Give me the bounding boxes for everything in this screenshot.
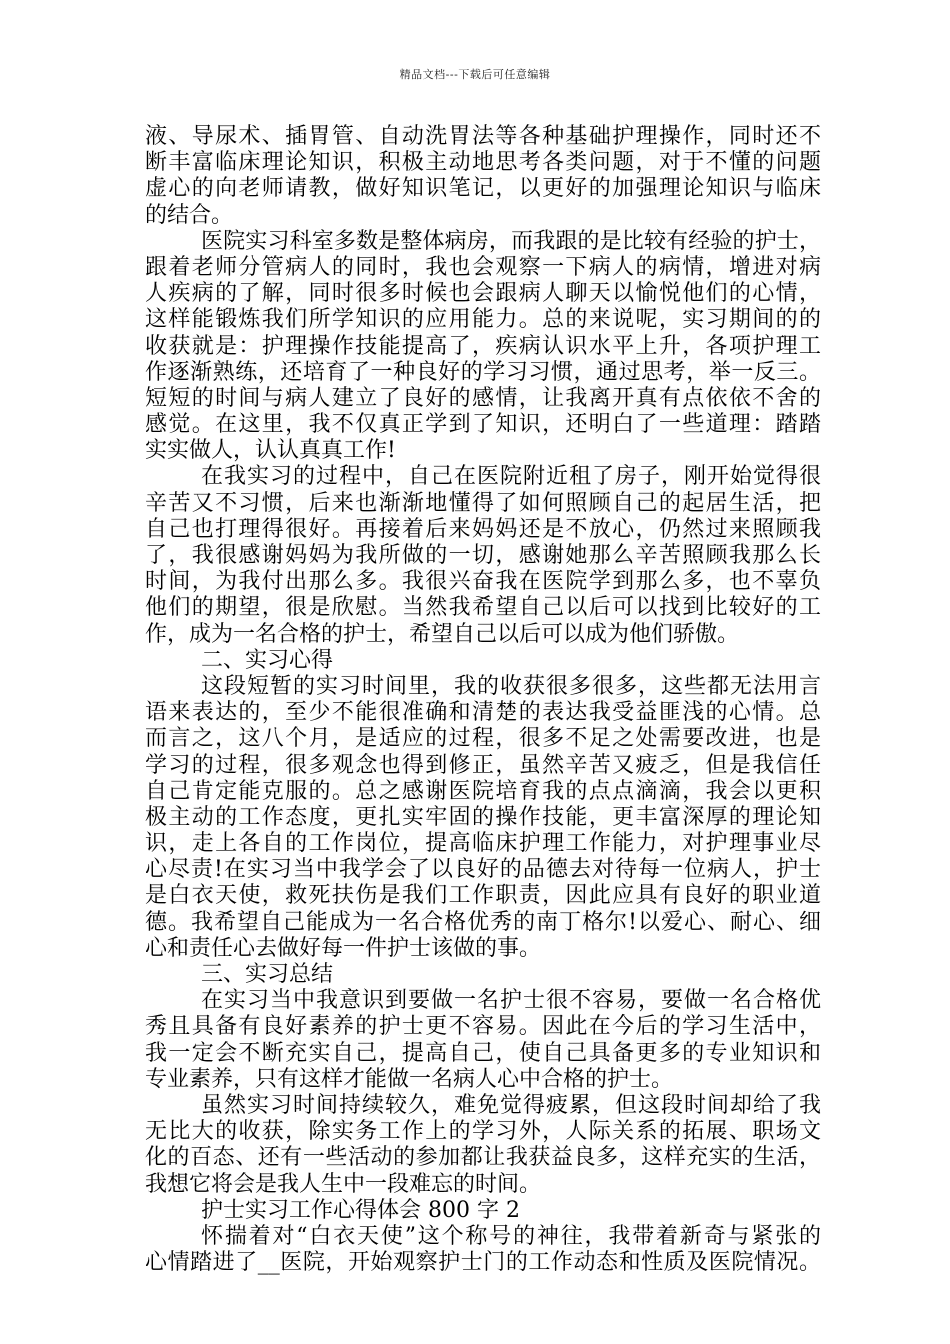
text-line: 实实做人，认认真真工作! — [145, 438, 396, 464]
text-line: 跟着老师分管病人的同时，我也会观察一下病人的病情，增进对病 — [145, 254, 821, 280]
document-body — [145, 124, 821, 1276]
text-line: 秀且具备有良好素养的护士更不容易。因此在今后的学习生活中， — [145, 1014, 821, 1040]
text-line: 作逐渐熟练，还培育了一种良好的学习习惯，通过思考，举一反三。 — [145, 359, 821, 385]
text-line: 自己也打理得很好。再接着后来妈妈还是不放心，仍然过来照顾我 — [145, 516, 821, 542]
text-line: 心和责任心去做好每一件护士该做的事。 — [145, 935, 542, 961]
text-line: 自己肯定能克服的。总之感谢医院培育我的点点滴滴，我会以更积 — [145, 778, 821, 804]
text-line: 二、实习心得 — [201, 647, 334, 673]
text-line: 辛苦又不习惯，后来也渐渐地懂得了如何照顾自己的起居生活，把 — [145, 490, 821, 516]
text-line: 的结合。 — [145, 202, 234, 228]
text-line: 德。我希望自己能成为一名合格优秀的南丁格尔!以爱心、耐心、细 — [145, 909, 821, 935]
text-line: 时间，为我付出那么多。我很兴奋我在医院学到那么多，也不辜负 — [145, 569, 821, 595]
text-line: 学习的过程，很多观念也得到修正，虽然辛苦又疲乏，但是我信任 — [145, 752, 821, 778]
text-line: 这段短暂的实习时间里，我的收获很多很多，这些都无法用言 — [201, 673, 821, 699]
text-line: 专业素养，只有这样才能做一名病人心中合格的护士。 — [145, 1066, 674, 1092]
text-line: 语来表达的，至少不能很准确和清楚的表达我受益匪浅的心情。总 — [145, 700, 821, 726]
text-line: 怀揣着对“白衣天使”这个称号的神往，我带着新奇与紧张的 — [201, 1223, 821, 1249]
text-line: 三、实习总结 — [201, 962, 334, 987]
text-line: 了，我很感谢妈妈为我所做的一切，感谢她那么辛苦照顾我那么长 — [145, 543, 821, 568]
text-line: 识，走上各自的工作岗位，提高临床护理工作能力，对护理事业尽 — [145, 831, 821, 857]
text-line: 心尽责!在实习当中我学会了以良好的品德去对待每一位病人，护士 — [145, 857, 821, 883]
text-line: 收获就是：护理操作技能提高了，疾病认识水平上升，各项护理工 — [145, 333, 821, 359]
text-line: 而言之，这八个月，是适应的过程，很多不足之处需要改进，也是 — [145, 726, 821, 752]
text-line: 心情踏进了__医院，开始观察护士门的工作动态和性质及医院情况。 — [145, 1250, 821, 1276]
text-line: 人疾病的了解，同时很多时候也会跟病人聊天以愉悦他们的心情， — [145, 281, 821, 307]
text-line: 无比大的收获，除实务工作上的学习外，人际关系的拓展、职场文 — [145, 1119, 821, 1145]
page-header: 精品文档---下载后可任意编辑 — [399, 68, 551, 81]
text-line: 在我实习的过程中，自己在医院附近租了房子，刚开始觉得很 — [201, 464, 821, 490]
text-line: 虚心的向老师请教，做好知识笔记，以更好的加强理论知识与临床 — [145, 176, 821, 202]
text-line: 这样能锻炼我们所学知识的应用能力。总的来说呢，实习期间的的 — [145, 307, 821, 333]
text-line: 断丰富临床理论知识，积极主动地思考各类问题，对于不懂的问题 — [145, 150, 821, 176]
text-line: 他们的期望，很是欣慰。当然我希望自己以后可以找到比较好的工 — [145, 595, 821, 621]
text-line: 在实习当中我意识到要做一名护士很不容易，要做一名合格优 — [201, 988, 821, 1014]
text-line: 我想它将会是我人生中一段难忘的时间。 — [145, 1171, 542, 1197]
text-line: 极主动的工作态度，更扎实牢固的操作技能，更丰富深厚的理论知 — [145, 804, 821, 830]
text-line: 液、导尿术、插胃管、自动洗胃法等各种基础护理操作，同时还不 — [145, 124, 821, 149]
text-line: 我一定会不断充实自己，提高自己，使自己具备更多的专业知识和 — [145, 1040, 821, 1066]
text-line: 化的百态、还有一些活动的参加都让我获益良多，这样充实的生活， — [145, 1145, 821, 1171]
text-line: 作，成为一名合格的护士，希望自己以后可以成为他们骄傲。 — [145, 621, 740, 647]
text-line: 医院实习科室多数是整体病房，而我跟的是比较有经验的护士， — [201, 228, 821, 254]
text-line: 虽然实习时间持续较久，难免觉得疲累，但这段时间却给了我 — [201, 1092, 821, 1118]
text-line: 感觉。在这里，我不仅真正学到了知识，还明白了一些道理：踏踏 — [145, 412, 821, 438]
text-line: 护士实习工作心得体会 800 字 2 — [201, 1197, 520, 1223]
text-line: 是白衣天使，救死扶伤是我们工作职责，因此应具有良好的职业道 — [145, 883, 821, 909]
text-line: 短短的时间与病人建立了良好的感情，让我离开真有点依依不舍的 — [145, 385, 821, 411]
